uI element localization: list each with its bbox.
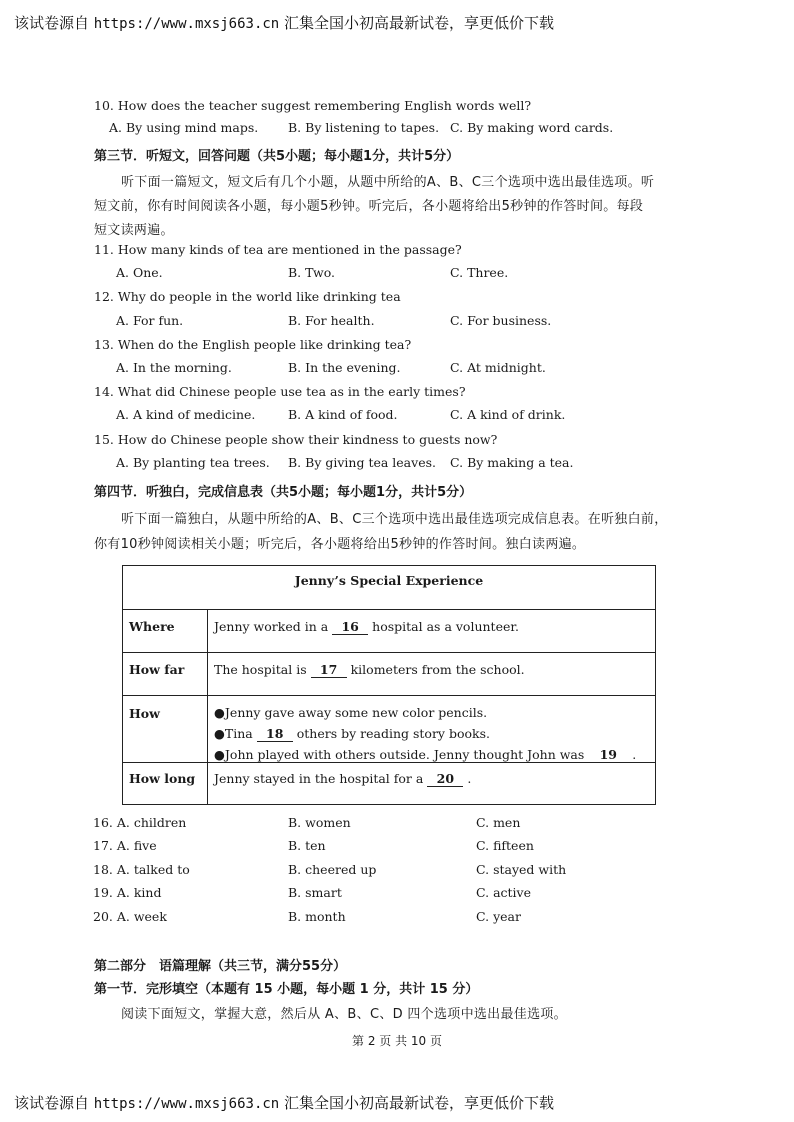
option-a: 17. A. five bbox=[93, 838, 157, 853]
row-text: Jenny worked in a bbox=[214, 619, 329, 634]
row-text: The hospital is bbox=[214, 662, 307, 677]
option-a: 19. A. kind bbox=[93, 885, 162, 900]
table-title: Jenny’s Special Experience bbox=[123, 566, 655, 610]
option-b: B. women bbox=[288, 815, 351, 830]
option-b: B. By giving tea leaves. bbox=[288, 455, 436, 470]
row-label: Where bbox=[129, 619, 175, 634]
section-3-instruction-line3: 短文读两遍。 bbox=[94, 223, 174, 238]
part-2-section-1-heading: 第一节．完形填空（本题有 15 小题，每小题 1 分，共计 15 分） bbox=[94, 982, 479, 997]
option-b: B. Two. bbox=[288, 265, 336, 280]
row-content bbox=[214, 619, 519, 635]
option-c: C. By making word cards. bbox=[450, 120, 614, 135]
option-c: C. Three. bbox=[450, 265, 509, 280]
part-2-instruction: 阅读下面短文，掌握大意，然后从 A、B、C、D 四个选项中选出最佳选项。 bbox=[121, 1007, 567, 1022]
question-15-stem: 15. How do Chinese people show their kindness to guests now? bbox=[94, 432, 498, 447]
question-12-stem: 12. Why do people in the world like drinking tea bbox=[94, 289, 401, 304]
option-c: C. fifteen bbox=[476, 838, 534, 853]
option-b: B. For health. bbox=[288, 313, 375, 328]
option-b: B. month bbox=[288, 909, 346, 924]
question-13-stem: 13. When do the English people like drinking tea? bbox=[94, 337, 412, 352]
part-2-heading: 第二部分 语篇理解（共三节，满分55分） bbox=[94, 959, 347, 974]
row-text: . bbox=[467, 771, 472, 786]
option-b: B. cheered up bbox=[288, 862, 377, 877]
option-a: A. A kind of medicine. bbox=[116, 407, 256, 422]
row-text: ●Tina bbox=[214, 726, 253, 741]
option-c: C. active bbox=[476, 885, 531, 900]
source-banner-bottom bbox=[14, 1092, 554, 1113]
section-4-heading: 第四节．听独白，完成信息表（共5小题；每小题1分，共计5分） bbox=[94, 485, 473, 500]
option-c: C. At midnight. bbox=[450, 360, 546, 375]
page-number: 第 2 页 共 10 页 bbox=[352, 1034, 442, 1048]
row-text: . bbox=[632, 747, 637, 762]
option-c: C. men bbox=[476, 815, 521, 830]
question-11-stem: 11. How many kinds of tea are mentioned in the passage? bbox=[94, 242, 462, 257]
blank-20: 20 bbox=[427, 771, 463, 787]
row-label: How bbox=[129, 706, 160, 721]
section-3-instruction-line2: 短文前，你有时间阅读各小题，每小题5秒钟。听完后，各小题将给出5秒钟的作答时间。每段 bbox=[94, 199, 644, 214]
row-text: others by reading story books. bbox=[296, 726, 490, 741]
row-label: How long bbox=[129, 771, 196, 786]
option-b: B. In the evening. bbox=[288, 360, 401, 375]
table-row-how-far bbox=[123, 653, 655, 696]
row-text: kilometers from the school. bbox=[350, 662, 525, 677]
section-3-heading: 第三节．听短文，回答问题（共5小题；每小题1分，共计5分） bbox=[94, 149, 460, 164]
row-text: hospital as a volunteer. bbox=[372, 619, 519, 634]
question-14-stem: 14. What did Chinese people use tea as in the early times? bbox=[94, 384, 466, 399]
banner-url[interactable]: https://www.mxsj663.cn bbox=[93, 1096, 280, 1112]
option-c: C. year bbox=[476, 909, 521, 924]
option-c: C. By making a tea. bbox=[450, 455, 574, 470]
section-4-instruction-line2: 你有10秒钟阅读相关小题；听完后，各小题将给出5秒钟的作答时间。独白读两遍。 bbox=[94, 537, 586, 552]
row-content-line3 bbox=[214, 747, 636, 763]
row-content-line2 bbox=[214, 726, 490, 742]
option-c: C. stayed with bbox=[476, 862, 567, 877]
row-content bbox=[214, 662, 525, 678]
option-a: 20. A. week bbox=[93, 909, 167, 924]
banner-url[interactable]: https://www.mxsj663.cn bbox=[93, 16, 280, 32]
blank-19: 19 bbox=[588, 747, 628, 763]
option-c: C. A kind of drink. bbox=[450, 407, 566, 422]
section-3-instruction-line1: 听下面一篇短文，短文后有几个小题，从题中所给的A、B、C三个选项中选出最佳选项。听 bbox=[121, 175, 655, 190]
row-content-line1: ●Jenny gave away some new color pencils. bbox=[214, 705, 488, 720]
option-a: 16. A. children bbox=[93, 815, 187, 830]
option-b: B. ten bbox=[288, 838, 326, 853]
table-row-how-long bbox=[123, 763, 655, 806]
jenny-info-table bbox=[122, 565, 656, 805]
banner-prefix: 该试卷源自 bbox=[14, 14, 90, 32]
source-banner-top bbox=[14, 12, 554, 33]
option-a: A. For fun. bbox=[116, 313, 184, 328]
banner-prefix: 该试卷源自 bbox=[14, 1094, 90, 1112]
row-text: ●John played with others outside. Jenny thought John was bbox=[214, 747, 585, 762]
option-b: B. smart bbox=[288, 885, 342, 900]
question-10-stem: 10. How does the teacher suggest remembering English words well? bbox=[94, 98, 532, 113]
row-label: How far bbox=[129, 662, 185, 677]
row-text: Jenny stayed in the hospital for a bbox=[214, 771, 424, 786]
blank-16: 16 bbox=[332, 619, 368, 635]
option-b: B. By listening to tapes. bbox=[288, 120, 440, 135]
option-a: A. By using mind maps. bbox=[109, 120, 259, 135]
option-a: A. In the morning. bbox=[116, 360, 232, 375]
blank-17: 17 bbox=[311, 662, 347, 678]
section-4-instruction-line1: 听下面一篇独白，从题中所给的A、B、C三个选项中选出最佳选项完成信息表。在听独白前， bbox=[121, 512, 668, 527]
option-a: A. By planting tea trees. bbox=[116, 455, 270, 470]
table-row-where bbox=[123, 610, 655, 653]
option-a: 18. A. talked to bbox=[93, 862, 190, 877]
option-c: C. For business. bbox=[450, 313, 552, 328]
option-b: B. A kind of food. bbox=[288, 407, 398, 422]
row-content bbox=[214, 771, 471, 787]
option-a: A. One. bbox=[116, 265, 163, 280]
banner-suffix: 汇集全国小初高最新试卷，享更低价下载 bbox=[284, 14, 555, 32]
banner-suffix: 汇集全国小初高最新试卷，享更低价下载 bbox=[284, 1094, 555, 1112]
table-row-how bbox=[123, 696, 655, 763]
blank-18: 18 bbox=[257, 726, 293, 742]
